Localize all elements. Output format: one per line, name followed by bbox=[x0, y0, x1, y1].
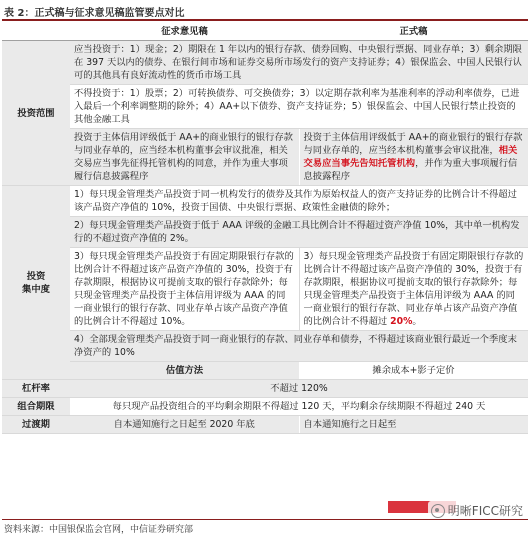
maturity-value: 每只现产品投资组合的平均剩余期限不得超过 120 天，平均剩余存续期限不得超过 240 天 bbox=[70, 398, 528, 416]
header-draft: 征求意见稿 bbox=[70, 22, 299, 41]
comparison-table bbox=[2, 22, 528, 434]
scope-diff-row bbox=[2, 129, 528, 186]
source-note: 资料来源：中国银保监会官网，中信证券研究部 bbox=[4, 525, 194, 535]
conc-item3-final-post: 。 bbox=[412, 316, 422, 327]
transition-label: 过渡期 bbox=[2, 416, 70, 434]
leverage-label: 杠杆率 bbox=[2, 380, 70, 398]
watermark-text: 明晰FICC研究 bbox=[447, 504, 523, 518]
concentration-label bbox=[2, 186, 70, 380]
scope-draft-text: 投资于主体信用评级低于 AA+的商业银行的银行存款与同业存单的，应当经本机构董事会审议批准，相关交易应当事先征得托管机构的同意，并作为重大事项履行信息披露程序 bbox=[70, 129, 299, 186]
scope-allowed-row bbox=[2, 41, 528, 85]
concentration-label-line2: 集中度 bbox=[22, 283, 50, 295]
header-blank bbox=[2, 22, 70, 41]
transition-draft: 自本通知施行之日起至 2020 年底 bbox=[70, 416, 299, 434]
conc-item2: 2）每只现金管理类产品投资于低于 AAA 评级的金融工具比例合计不得超过资产净值 10%，其中单一机构发行的不超过资产净值的 2%。 bbox=[70, 217, 528, 248]
conc-item1-row bbox=[2, 186, 528, 217]
conc-item3-draft: 3）每只现金管理类产品投资于有固定期限银行存款的比例合计不得超过该产品资产净值的 30%，投资于有存款期限，根据协议可提前支取的银行存款除外；每只现金管理类产品投资于主体信用评级为 AAA 的同一商业银行的银行存款、同业存单占该产品资产净值的比例合计不得超过 10%。 bbox=[70, 248, 299, 331]
scope-final-pre: 投资于主体信用评级低于 AA+的商业银行的银行存款与同业存单的，应当经本机构董事会审议批准， bbox=[303, 132, 523, 156]
transition-row bbox=[2, 416, 528, 434]
conc-item2-row bbox=[2, 217, 528, 248]
conc-item3-final-pre: 3）每只现金管理类产品投资于有固定期限银行存款的比例合计不得超过该产品资产净值的 30%，投资于有存款期限，根据协议可提前支取的银行存款除外；每只现金管理类产品投资于主体信用评级为 AAA 的同一商业银行的银行存款、同业存单占该产品资产净值的比例合计不得超过 bbox=[303, 251, 524, 327]
valuation-row bbox=[2, 362, 528, 380]
wechat-icon bbox=[431, 504, 445, 518]
leverage-row bbox=[2, 380, 528, 398]
conc-item4-row bbox=[2, 331, 528, 362]
scope-forbidden-row bbox=[2, 85, 528, 129]
conc-item3-row bbox=[2, 248, 528, 331]
conc-item3-final bbox=[299, 248, 528, 331]
conc-item1: 1）每只现金管理类产品投资于同一机构发行的债券及其作为原始权益人的资产支持证券的比例合计不得超过该产品资产净值的 10%，投资于国债、中央银行票据、政策性金融债的除外； bbox=[70, 186, 528, 217]
header-final: 正式稿 bbox=[299, 22, 528, 41]
header-row bbox=[2, 22, 528, 41]
scope-final-text bbox=[299, 129, 528, 186]
valuation-label: 估值方法 bbox=[70, 362, 299, 380]
scope-forbidden: 不得投资于：1）股票；2）可转换债券、可交换债券；3）以定期存款利率为基准利率的浮动利率债券，已进入最后一个利率调整期的除外；4）AA+以下债券、资产支持证券；5）银保监会、中国人民银行禁止投资的其他金融工具 bbox=[70, 85, 528, 129]
concentration-label-line1: 投资 bbox=[26, 270, 46, 282]
transition-final: 自本通知施行之日起至 bbox=[299, 416, 528, 434]
top-rule bbox=[2, 19, 528, 21]
maturity-label: 组合期限 bbox=[2, 398, 70, 416]
watermark bbox=[428, 501, 526, 520]
valuation-value: 摊余成本+影子定价 bbox=[299, 362, 528, 380]
conc-item4: 4）全部现金管理类产品投资于同一商业银行的存款、同业存单和债券，不得超过该商业银行最近一个季度末净资产的 10% bbox=[70, 331, 528, 362]
table-caption: 表 2：正式稿与征求意见稿监管要点对比 bbox=[4, 8, 185, 19]
scope-label: 投资范围 bbox=[2, 41, 70, 186]
conc-item3-final-highlight: 20% bbox=[390, 316, 413, 327]
scope-allowed: 应当投资于：1）现金；2）期限在 1 年以内的银行存款、债券回购、中央银行票据、同业存单；3）剩余期限在 397 天以内的债券、在银行间市场和证券交易所市场发行的资产支持证券；4）银保监会、中国人民银行认可的其他具有良好流动性的货币市场工具 bbox=[70, 41, 528, 85]
maturity-row bbox=[2, 398, 528, 416]
scope-final-highlight: 相关交易应当事先告知托管机构 bbox=[303, 145, 518, 169]
bottom-rule bbox=[2, 519, 528, 520]
scope-final-post: ，并作为重大事项履行信息披露程序 bbox=[303, 158, 518, 182]
leverage-value: 不超过 120% bbox=[70, 380, 528, 398]
